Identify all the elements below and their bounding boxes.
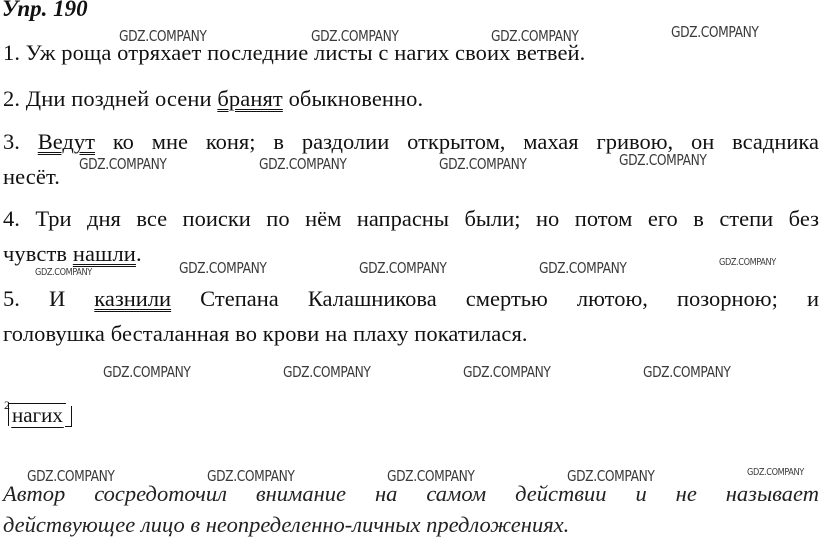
sentence-2-text: обыкновенно. [282,86,424,111]
analysis-word [8,403,66,426]
watermark: GDZ.COMPANY [27,467,115,485]
sentence-5-line-2: головушка бесталанная во крови на плаху покатилася. [3,321,528,346]
ending-bracket [65,406,72,427]
watermark: GDZ.COMPANY [671,23,759,41]
predicate-underline: нашли [72,241,136,266]
watermark: GDZ.COMPANY [643,363,731,381]
watermark: GDZ.COMPANY [103,363,191,381]
sentence-5-text: Степана Калашникова смертью лютою, позорною; и [171,286,819,311]
watermark: GDZ.COMPANY [179,259,267,277]
watermark: GDZ.COMPANY [207,467,295,485]
exercise-title: Упр. 190 [2,0,88,21]
sentence-2 [3,86,423,112]
sentence-3-text: 3. [3,129,38,154]
sentence-1: 1. Уж роща отряхает последние листы с нагих своих ветвей. [3,40,586,65]
watermark: GDZ.COMPANY [539,259,627,277]
watermark: GDZ.COMPANY [119,27,207,45]
sentence-3-line-2: несёт. [3,164,60,189]
sentence-4-text: . [135,241,142,266]
watermark: GDZ.COMPANY [747,467,804,478]
sentence-3-text: ко мне коня; в раздолии открытом, махая гривою, он всадника [94,129,820,154]
predicate-underline: бранят [217,86,283,111]
sentence-5-text: 5. И [3,286,95,311]
sentence-2-text: 2. Дни поздней осени [3,86,218,111]
watermark: GDZ.COMPANY [619,151,707,169]
watermark: GDZ.COMPANY [491,27,579,45]
conclusion-line-2: действующее лицо в неопределенно-личных предложениях. [3,512,570,537]
predicate-underline: Ведут [37,129,95,154]
watermark: GDZ.COMPANY [259,155,347,173]
watermark: GDZ.COMPANY [79,155,167,173]
watermark: GDZ.COMPANY [463,363,551,381]
watermark: GDZ.COMPANY [35,267,92,278]
watermark: GDZ.COMPANY [311,27,399,45]
watermark: GDZ.COMPANY [387,467,475,485]
analysis-number: 2 [4,398,10,412]
watermark: GDZ.COMPANY [719,257,776,268]
sentence-4-line-2 [3,241,142,267]
watermark: GDZ.COMPANY [359,259,447,277]
watermark: GDZ.COMPANY [567,467,655,485]
predicate-underline: казнили [94,286,172,311]
analysis-word-text: нагих [12,403,63,427]
conclusion-line-1: Автор сосредоточил внимание на самом действии и не называет [3,481,819,506]
sentence-4-text: чувств [3,241,73,266]
stem-mark [11,427,64,428]
sentence-5-line-1 [3,286,819,312]
sentence-4-line-1: 4. Три дня все поиски по нём напрасны были; но потом его в степи без [3,206,819,231]
watermark: GDZ.COMPANY [439,155,527,173]
watermark: GDZ.COMPANY [283,363,371,381]
